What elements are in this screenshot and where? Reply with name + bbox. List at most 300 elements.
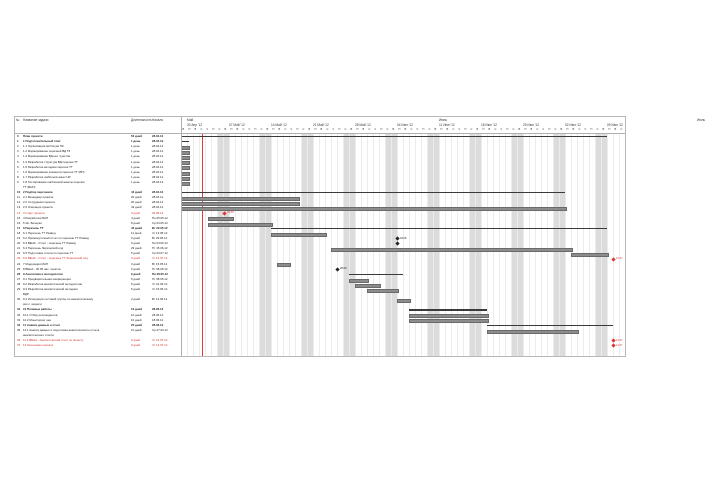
- task-name: 6.3 ВЕНА - Отчет - перечень ТТ Развод: [23, 241, 76, 246]
- task-name: 1.3 Формирование ВД нес. пунктов: [23, 154, 71, 159]
- task-id: 17: [17, 225, 21, 230]
- task-id: 8: [17, 174, 19, 179]
- grid-column: [307, 134, 308, 356]
- grid-column: [373, 134, 374, 356]
- task-name: 1.1 Организация territoryии ПК: [23, 144, 64, 149]
- task-name: 6.6 ВЕНА - Отчет - перечень ТТ Лирический олд: [23, 256, 88, 261]
- day-letter: П: [422, 128, 425, 131]
- task-start: 28.04.12: [152, 154, 164, 159]
- task-duration: 20 дней: [131, 195, 142, 200]
- day-letter: С: [218, 128, 221, 131]
- task-name: аналитического отчета: [23, 332, 54, 337]
- day-letter: Ч: [332, 128, 335, 131]
- task-id: 24: [17, 261, 21, 266]
- day-letter: П: [314, 128, 317, 131]
- task-duration: 1 день: [131, 164, 140, 169]
- task-start: Вт 12.06.12: [152, 297, 168, 302]
- grid-column: [577, 134, 578, 356]
- day-letter: В: [320, 128, 323, 131]
- task-duration: 10 дней: [131, 327, 142, 332]
- grid-column: [565, 134, 566, 356]
- grid-column: [511, 134, 512, 356]
- task-start: 28.04.12: [152, 200, 164, 205]
- task-bar[interactable]: [208, 223, 273, 227]
- task-bar[interactable]: [181, 182, 190, 186]
- task-duration: 3 дней: [131, 261, 140, 266]
- week-label: 11 Июн '12: [439, 123, 455, 127]
- grid-column: [583, 134, 584, 356]
- day-letter: С: [344, 128, 347, 131]
- task-start: Пн 05.05.12: [152, 215, 168, 220]
- task-start: 28.04.12: [152, 139, 164, 144]
- task-id: 25: [17, 266, 21, 271]
- week-label: 07 Май '12: [229, 123, 245, 127]
- milestone-label: 12.07: [616, 343, 623, 347]
- week-label: 02 Июл '12: [565, 123, 581, 127]
- grid-column: [205, 134, 206, 356]
- task-id: 26: [17, 271, 21, 276]
- grid-column: [313, 134, 314, 356]
- grid-column: [343, 134, 344, 356]
- task-start: Вт 22.05.12: [152, 225, 168, 230]
- task-start: 28.04.12: [152, 149, 164, 154]
- week-label: 14 Май '12: [271, 123, 287, 127]
- task-start: 28.04.12: [152, 134, 164, 138]
- gantt-chart: [14, 116, 705, 357]
- task-duration: 1 день: [131, 144, 140, 149]
- grid-column: [595, 134, 596, 356]
- day-letter: В: [614, 128, 617, 131]
- day-letter: С: [512, 128, 515, 131]
- task-duration: 0 дней: [131, 338, 140, 342]
- day-letter: В: [404, 128, 407, 131]
- task-bar[interactable]: [277, 263, 291, 267]
- month-label: Июнь: [439, 118, 448, 122]
- task-start: 28.04.12: [152, 190, 164, 195]
- task-name: 11 Анализ данных и отчет: [23, 322, 61, 327]
- task-id: 4: [17, 154, 19, 159]
- grid-column: [619, 134, 620, 356]
- task-id: 16: [17, 220, 21, 225]
- task-start: Пн 04.06.12: [152, 241, 168, 246]
- grid-column: [361, 134, 362, 356]
- day-letter: П: [338, 128, 341, 131]
- task-id: 33: [17, 317, 21, 322]
- week-label: 18 Июн '12: [481, 123, 497, 127]
- task-bar[interactable]: [409, 314, 489, 318]
- day-letter: Ч: [584, 128, 587, 131]
- table-chart-divider[interactable]: [181, 117, 182, 356]
- task-id: 32: [17, 312, 21, 317]
- task-start: Пт 08.06.12: [152, 266, 168, 271]
- task-start: Ср 27.06.12: [152, 327, 168, 332]
- task-id: 1: [17, 139, 19, 144]
- task-start: Вт 29.05.12: [152, 236, 168, 240]
- task-id: 13: [17, 205, 21, 210]
- grid-column: [325, 134, 326, 356]
- day-letter: П: [230, 128, 233, 131]
- milestone-label: 12.07: [616, 257, 623, 260]
- task-start: 28.06.12: [152, 322, 164, 327]
- task-bar[interactable]: [181, 202, 300, 206]
- day-letter: С: [470, 128, 473, 131]
- grid-column: [541, 134, 542, 356]
- task-id: 36: [17, 338, 21, 342]
- week-label: 09 Июл '12: [607, 123, 623, 127]
- task-name: 9.4 Интеграция тестовой группы по аналитическому: [23, 297, 94, 302]
- task-name: 10 Полевые работы: [23, 307, 52, 312]
- task-name: 1 Подготовительный этап: [23, 139, 61, 144]
- task-name: 9.1 Предварительная конференция: [23, 276, 71, 281]
- task-start: 28.04.12: [152, 205, 164, 210]
- day-letter: В: [182, 128, 185, 131]
- grid-column: [523, 134, 524, 356]
- milestone-marker[interactable]: [611, 257, 615, 261]
- day-letter: Ч: [416, 128, 419, 131]
- task-id: 9: [17, 179, 19, 184]
- day-letter: В: [476, 128, 479, 131]
- task-bar[interactable]: [181, 166, 190, 170]
- grid-column: [235, 134, 236, 356]
- day-letter: С: [302, 128, 305, 131]
- day-letter: В: [530, 128, 533, 131]
- task-name: 10.1 Отбор респондентов: [23, 312, 58, 317]
- task-name: 8 ВЕНА - 30.05 нас. пунктов: [23, 266, 61, 271]
- grid-column: [403, 134, 404, 356]
- milestone-label: 04.06: [400, 236, 407, 240]
- day-letter: С: [200, 128, 203, 131]
- task-duration: 1 день: [131, 174, 140, 179]
- task-id: 6: [17, 164, 19, 169]
- grid-column: [613, 134, 614, 356]
- task-name: 11.2 ВЕНА - Аналитический отчет по проекту: [23, 338, 84, 342]
- task-name: 11.1 Анализ данных и подготовка аналитического отчета: [23, 327, 100, 332]
- day-letter: П: [188, 128, 191, 131]
- week-label: 30 Апр '12: [187, 123, 203, 127]
- day-letter: С: [410, 128, 413, 131]
- milestone-label: 28.05: [340, 267, 347, 271]
- grid-column: [289, 134, 290, 356]
- task-name: 1.2 Формирование перечней ВД ТЗ: [23, 149, 71, 154]
- grid-column: [349, 134, 350, 356]
- grid-column: [265, 134, 266, 356]
- task-id: 23: [17, 256, 21, 261]
- col-header-name[interactable]: Название задачи: [23, 118, 49, 122]
- task-duration: 20 дней: [131, 200, 142, 205]
- task-name: 12 Окончание проекта: [23, 343, 54, 348]
- task-name: 6.1 Перечень ТТ Pазвод: [23, 230, 56, 235]
- task-name: 6.5 Подготовка отчета по перечню ТТ: [23, 251, 74, 256]
- task-name: 4 Разработка МАП: [23, 215, 49, 220]
- grid-column: [499, 134, 500, 356]
- day-letter: В: [518, 128, 521, 131]
- summary-bar[interactable]: [181, 192, 565, 194]
- task-id: 35: [17, 327, 21, 332]
- day-letter: В: [308, 128, 311, 131]
- task-name: 2.2 Сотрудники проекта: [23, 200, 55, 205]
- task-duration: 5 дней: [131, 276, 140, 281]
- week-label: 04 Июн '12: [397, 123, 413, 127]
- task-start: 28.04.12: [152, 164, 164, 169]
- grid-column: [589, 134, 590, 356]
- task-bar[interactable]: [487, 330, 579, 334]
- task-duration: 2 дней: [131, 297, 140, 302]
- col-header-id[interactable]: №: [16, 118, 20, 122]
- task-name: рис.с. модели: [23, 302, 42, 307]
- task-duration: 29 дней: [131, 246, 142, 251]
- task-start: Пт 15.06.12: [152, 246, 168, 251]
- task-start: 28.04.12: [152, 144, 164, 149]
- task-id: 14: [17, 210, 21, 215]
- day-letter: П: [212, 128, 215, 131]
- task-row[interactable]: [15, 343, 181, 348]
- day-letter: П: [506, 128, 509, 131]
- task-start: Вт 15.05.12: [152, 261, 168, 266]
- task-bar[interactable]: [409, 319, 489, 323]
- task-bar[interactable]: [181, 197, 300, 201]
- day-letter: П: [590, 128, 593, 131]
- day-letter: П: [482, 128, 485, 131]
- task-duration: 10 дней: [131, 312, 142, 317]
- task-name: 9 Аналитика и методология: [23, 271, 63, 276]
- task-duration: 9 дней: [131, 271, 141, 276]
- task-duration: 0 дней: [131, 236, 140, 240]
- task-name: 2 Подбор персонала: [23, 190, 53, 195]
- task-bar[interactable]: [181, 172, 190, 176]
- day-letter: П: [524, 128, 527, 131]
- day-letter: П: [566, 128, 569, 131]
- task-start: 28.04.12: [152, 159, 164, 164]
- task-start: Пн 28.05.12: [152, 271, 168, 276]
- day-letter: С: [554, 128, 557, 131]
- task-name: 10.2 Мониторинг цен: [23, 317, 52, 322]
- col-header-duration[interactable]: Длительность: [131, 118, 152, 122]
- grid-column: [247, 134, 248, 356]
- day-letter: В: [602, 128, 605, 131]
- summary-bar[interactable]: [409, 309, 487, 311]
- task-id: 7: [17, 169, 19, 174]
- task-bar[interactable]: [181, 177, 190, 181]
- milestone-marker[interactable]: [611, 344, 615, 348]
- grid-column: [601, 134, 602, 356]
- grid-column: [331, 134, 332, 356]
- task-bar[interactable]: [181, 146, 190, 150]
- day-letter: С: [620, 128, 623, 131]
- milestone-label: 03.05: [227, 211, 234, 215]
- task-start: Пт 08.05.12: [152, 276, 168, 281]
- grid-column: [259, 134, 260, 356]
- grid-column: [211, 134, 212, 356]
- task-bar[interactable]: [571, 253, 609, 257]
- month-label: Июль: [697, 118, 705, 122]
- grid-column: [253, 134, 254, 356]
- task-name: 1.7 Разработка шаблонов анкет НР: [23, 174, 71, 179]
- task-id: 37: [17, 343, 21, 348]
- day-letter: С: [260, 128, 263, 131]
- task-duration: 1 день: [131, 169, 140, 174]
- grid-column: [391, 134, 392, 356]
- task-start: 28.04.12: [152, 195, 164, 200]
- task-start: Чт 15.05.12: [152, 287, 168, 291]
- summary-bar[interactable]: [349, 274, 403, 276]
- grid-column: [217, 134, 218, 356]
- task-id: 22: [17, 251, 21, 256]
- task-name: 7 Модерация МАП: [23, 261, 48, 266]
- grid-column: [319, 134, 320, 356]
- task-bar[interactable]: [181, 151, 190, 155]
- week-label: 21 Май '12: [313, 123, 329, 127]
- grid-column: [241, 134, 242, 356]
- task-bar[interactable]: [181, 207, 567, 211]
- task-id: 5: [17, 159, 19, 164]
- task-id: 2: [17, 144, 19, 149]
- grid-column: [529, 134, 530, 356]
- task-duration: 1 день: [131, 154, 140, 159]
- task-duration: 0 дней: [131, 343, 140, 348]
- task-name: 9.3 Разработка аналитической методики: [23, 287, 78, 291]
- task-id: 18: [17, 230, 21, 235]
- task-name: 3 Старт проекта: [23, 210, 45, 215]
- col-header-start[interactable]: Начало: [152, 118, 164, 122]
- task-duration: 0 дней: [131, 256, 140, 261]
- grid-column: [517, 134, 518, 356]
- task-id: 19: [17, 236, 21, 240]
- day-letter: Ч: [458, 128, 461, 131]
- task-name: 1.8 Тестирование шаблонной анкеты перечня: [23, 179, 85, 184]
- day-letter: В: [560, 128, 563, 131]
- task-name: 6.2 Промежуточный отчет по перечню ТТ Paзвод: [23, 236, 89, 240]
- task-name: План проекта: [23, 134, 43, 138]
- grid-column: [355, 134, 356, 356]
- task-bar[interactable]: [331, 248, 573, 252]
- day-letter: С: [242, 128, 245, 131]
- day-letter: П: [440, 128, 443, 131]
- task-name: 1.6 Формирование элемента перечня ТТ (ВП): [23, 169, 85, 174]
- day-letter: Ч: [542, 128, 545, 131]
- task-start: Чт 12.07.12: [152, 343, 168, 348]
- task-duration: 0 дней: [131, 210, 140, 215]
- day-letter: С: [326, 128, 329, 131]
- summary-bar[interactable]: [487, 325, 613, 327]
- grid-column: [295, 134, 296, 356]
- task-duration: 1 день: [131, 149, 140, 154]
- task-start: Чт 13.05.12: [152, 230, 168, 235]
- task-name: ВДР: [23, 292, 29, 297]
- task-id: 34: [17, 322, 21, 327]
- task-bar[interactable]: [367, 289, 399, 293]
- month-label: Май: [187, 118, 194, 122]
- grid-column: [379, 134, 380, 356]
- day-letter: В: [362, 128, 365, 131]
- milestone-label: 12.07: [616, 338, 623, 342]
- task-duration: 11 дней: [131, 230, 142, 235]
- task-bar[interactable]: [208, 217, 234, 221]
- task-bar[interactable]: [181, 156, 190, 160]
- task-name: 5 Эл. Вечерки: [23, 220, 42, 225]
- day-letter: С: [368, 128, 371, 131]
- task-start: 03.05.12: [152, 210, 164, 215]
- day-letter: Ч: [500, 128, 503, 131]
- task-name: ТТ (ВНП): [23, 185, 36, 189]
- task-id: 10: [17, 190, 21, 195]
- task-duration: 1 день: [131, 139, 141, 144]
- task-start: 18.06.12: [152, 317, 164, 322]
- task-name: 1.5 Разработка методики перечня ТТ: [23, 164, 73, 169]
- task-id: 3: [17, 149, 19, 154]
- task-bar[interactable]: [355, 284, 381, 288]
- day-letter: С: [428, 128, 431, 131]
- task-start: 28.04.12: [152, 179, 164, 184]
- task-start: Ср 04.07.12: [152, 251, 168, 256]
- grid-column: [223, 134, 224, 356]
- grid-column: [607, 134, 608, 356]
- day-letter: С: [536, 128, 539, 131]
- day-letter: С: [578, 128, 581, 131]
- task-name: 9.2 Разработка аналитической методологии: [23, 281, 83, 286]
- task-bar[interactable]: [349, 279, 369, 283]
- summary-bar[interactable]: [271, 228, 607, 230]
- day-letter: В: [278, 128, 281, 131]
- task-start: Чт 01.06.12: [152, 281, 168, 286]
- day-letter: В: [446, 128, 449, 131]
- task-duration: 1 день: [131, 179, 140, 184]
- day-letter: П: [464, 128, 467, 131]
- task-duration: 43 дней: [131, 190, 142, 195]
- task-start: 28.04.12: [152, 174, 164, 179]
- task-id: 29: [17, 287, 21, 291]
- day-letter: Ч: [290, 128, 293, 131]
- grid-column: [229, 134, 230, 356]
- task-id: 12: [17, 200, 21, 205]
- task-duration: 0 дней: [131, 266, 140, 271]
- task-duration: 0 дней: [131, 241, 140, 246]
- day-letter: С: [284, 128, 287, 131]
- task-duration: 53 дней: [131, 134, 142, 138]
- task-bar[interactable]: [181, 161, 190, 165]
- task-duration: 1 день: [131, 159, 140, 164]
- task-id: 30: [17, 297, 21, 302]
- task-duration: 25 дней: [131, 322, 142, 327]
- milestone-marker[interactable]: [335, 267, 339, 271]
- day-letter: П: [548, 128, 551, 131]
- day-letter: П: [296, 128, 299, 131]
- task-duration: 10 дней: [131, 307, 142, 312]
- task-id: 15: [17, 215, 21, 220]
- grid-column: [367, 134, 368, 356]
- week-label: 28 Май '12: [355, 123, 371, 127]
- task-id: 31: [17, 307, 21, 312]
- gantt-timeline: [181, 134, 625, 356]
- task-name: 6 Перечень ТТ: [23, 225, 44, 230]
- grid-column: [199, 134, 200, 356]
- task-start: 28.04.12: [152, 169, 164, 174]
- task-start: 28.06.12: [152, 307, 164, 312]
- day-letter: П: [608, 128, 611, 131]
- day-letter: П: [272, 128, 275, 131]
- task-start: Чт 12.07.12: [152, 256, 168, 261]
- task-duration: 43 дней: [131, 205, 142, 210]
- task-duration: 5 дней: [131, 287, 140, 291]
- task-bar[interactable]: [397, 299, 411, 303]
- grid-column: [559, 134, 560, 356]
- summary-bar[interactable]: [181, 141, 189, 143]
- task-name: 2.3 Операции проекта: [23, 205, 53, 210]
- task-bar[interactable]: [271, 233, 327, 237]
- grid-column: [337, 134, 338, 356]
- task-name: 2.1 Менеджер проекта: [23, 195, 54, 200]
- summary-bar[interactable]: [181, 136, 607, 138]
- task-id: 11: [17, 195, 21, 200]
